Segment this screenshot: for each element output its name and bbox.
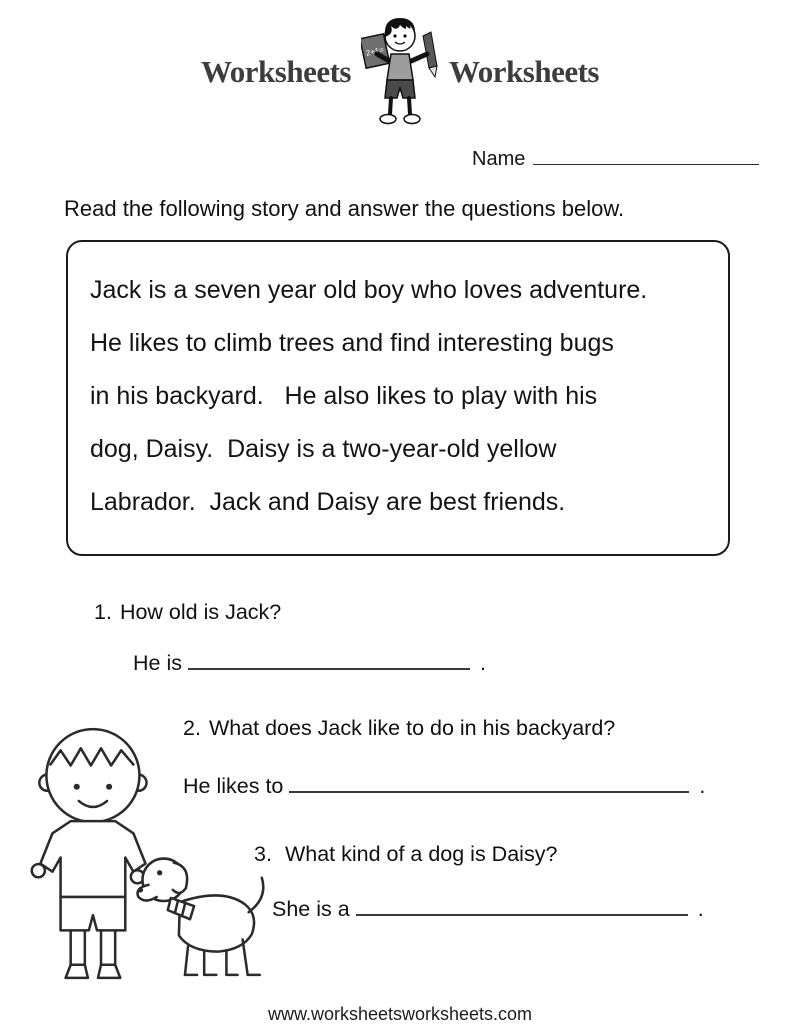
logo-book-text: 2+1= (365, 45, 385, 58)
question-1-number: 1. (94, 600, 112, 624)
question-1 (94, 600, 281, 625)
story-line: dog, Daisy. Daisy is a two-year-old yellow (90, 435, 557, 463)
name-row (472, 148, 759, 171)
boy-and-dog-illustration (20, 720, 268, 988)
question-3 (254, 842, 557, 867)
answer-1 (133, 651, 486, 676)
name-blank (533, 162, 759, 165)
story-line: in his backyard. He also likes to play with his (90, 382, 598, 410)
logo-text-right: Worksheets (449, 53, 599, 89)
question-2-number: 2. (183, 716, 201, 740)
answer-1-period: . (479, 651, 486, 675)
question-3-number: 3. (254, 842, 272, 866)
answer-2-blank (289, 789, 689, 793)
logo (0, 10, 800, 133)
name-label: Name (472, 148, 526, 170)
answer-1-prefix: He is (133, 651, 182, 675)
story-line: Labrador. Jack and Daisy are best friends. (90, 488, 566, 516)
answer-2-prefix: He likes to (183, 774, 284, 798)
logo-text-left: Worksheets (201, 53, 351, 89)
story-box (66, 240, 730, 556)
story-line: He likes to climb trees and find interesting bugs (90, 329, 614, 357)
answer-1-blank (188, 666, 470, 670)
logo-boy-icon (361, 10, 439, 133)
story-line: Jack is a seven year old boy who loves adventure. (90, 276, 648, 304)
question-2-text: What does Jack like to do in his backyard? (208, 716, 616, 740)
answer-3-period: . (697, 897, 704, 921)
answer-2-period: . (699, 774, 706, 798)
instructions: Read the following story and answer the questions below. (64, 196, 625, 221)
question-1-text: How old is Jack? (119, 600, 282, 624)
answer-3-prefix: She is a (272, 897, 350, 921)
footer-url: www.worksheetsworksheets.com (267, 1004, 533, 1024)
answer-3-blank (356, 912, 688, 916)
answer-3 (272, 897, 704, 922)
question-3-text: What kind of a dog is Daisy? (284, 842, 558, 866)
